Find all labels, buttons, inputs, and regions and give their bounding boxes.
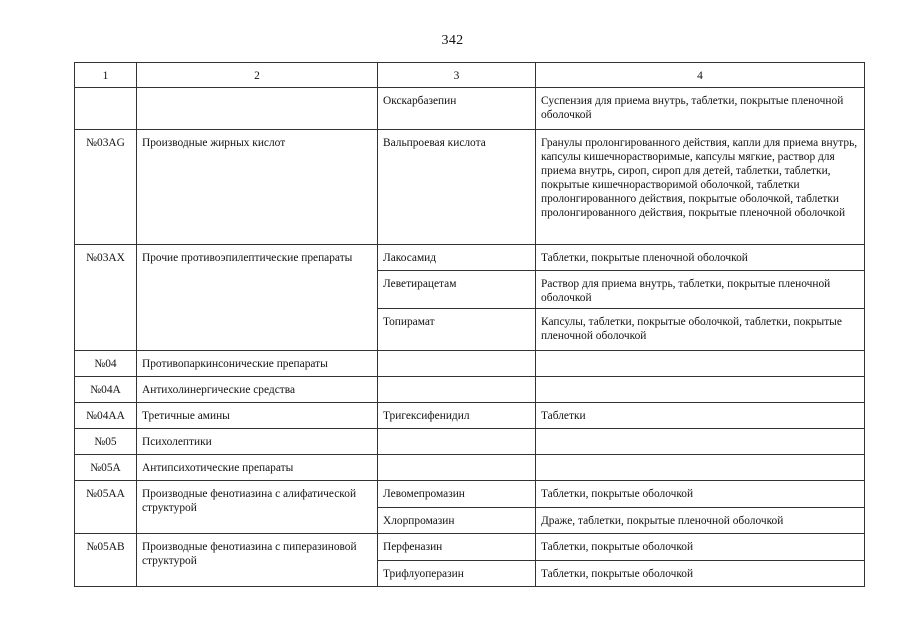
table-row (75, 455, 865, 481)
table-row (75, 403, 865, 429)
atc-code-cell: №04A (75, 377, 137, 403)
dosage-forms-cell: Гранулы пролонгированного действия, капли для приема внутрь, капсулы кишечнорастворимые, капсулы мягкие, раствор для приема внутрь, сироп, сироп для детей, таблетки, таблетки, покрытые кишечнорастворимой оболочкой, таблетки пролонгированного действия, покрытые оболочкой, таблетки пролонгированного действия, покрытые пленочной оболочкой (536, 130, 865, 245)
atc-code-cell: №04 (75, 351, 137, 377)
group-name-cell: Прочие противоэпилептические препараты (137, 245, 378, 351)
group-name-cell: Производные фенотиазина с пиперазиновой структурой (137, 534, 378, 587)
group-name-cell: Третичные амины (137, 403, 378, 429)
substance-cell (378, 377, 536, 403)
substance-cell: Вальпроевая кислота (378, 130, 536, 245)
group-name-cell (137, 88, 378, 130)
atc-code-cell (75, 88, 137, 130)
table-row (75, 130, 865, 245)
dosage-forms-cell (536, 377, 865, 403)
group-name-cell: Производные жирных кислот (137, 130, 378, 245)
substance-cell: Топирамат (378, 309, 536, 351)
dosage-forms-cell: Раствор для приема внутрь, таблетки, покрытые пленочной оболочкой (536, 271, 865, 309)
dosage-forms-cell: Капсулы, таблетки, покрытые оболочкой, таблетки, покрытые пленочной оболочкой (536, 309, 865, 351)
substance-cell (378, 429, 536, 455)
dosage-forms-cell: Таблетки, покрытые оболочкой (536, 481, 865, 508)
dosage-forms-cell: Суспензия для приема внутрь, таблетки, покрытые пленочной оболочкой (536, 88, 865, 130)
group-name-cell: Противопаркинсонические препараты (137, 351, 378, 377)
table-row (75, 429, 865, 455)
atc-code-cell: №05 (75, 429, 137, 455)
substance-cell: Тригексифенидил (378, 403, 536, 429)
group-name-cell: Антипсихотические препараты (137, 455, 378, 481)
table-row (75, 534, 865, 561)
atc-code-cell: №05AA (75, 481, 137, 534)
substance-cell (378, 351, 536, 377)
substance-cell: Перфеназин (378, 534, 536, 561)
substance-cell: Леветирацетам (378, 271, 536, 309)
table-row (75, 481, 865, 508)
table-row (75, 88, 865, 130)
header-cell-2: 2 (137, 63, 378, 88)
header-cell-3: 3 (378, 63, 536, 88)
table-row (75, 245, 865, 271)
dosage-forms-cell: Таблетки (536, 403, 865, 429)
dosage-forms-cell: Таблетки, покрытые оболочкой (536, 534, 865, 561)
dosage-forms-cell: Таблетки, покрытые оболочкой (536, 561, 865, 587)
group-name-cell: Производные фенотиазина с алифатической структурой (137, 481, 378, 534)
table-row (75, 351, 865, 377)
atc-code-cell: №03AG (75, 130, 137, 245)
header-cell-4: 4 (536, 63, 865, 88)
table-header-row (75, 63, 865, 88)
dosage-forms-cell: Драже, таблетки, покрытые пленочной оболочкой (536, 508, 865, 534)
atc-code-cell: №05AB (75, 534, 137, 587)
page-number: 342 (441, 33, 464, 48)
substance-cell: Лакосамид (378, 245, 536, 271)
header-cell-1: 1 (75, 63, 137, 88)
substance-cell (378, 455, 536, 481)
atc-code-cell: №05A (75, 455, 137, 481)
drug-list-table (74, 62, 865, 587)
group-name-cell: Психолептики (137, 429, 378, 455)
table-row (75, 377, 865, 403)
substance-cell: Трифлуоперазин (378, 561, 536, 587)
atc-code-cell: №03AX (75, 245, 137, 351)
dosage-forms-cell (536, 455, 865, 481)
substance-cell: Левомепромазин (378, 481, 536, 508)
dosage-forms-cell: Таблетки, покрытые пленочной оболочкой (536, 245, 865, 271)
group-name-cell: Антихолинергические средства (137, 377, 378, 403)
atc-code-cell: №04AA (75, 403, 137, 429)
substance-cell: Окскарбазепин (378, 88, 536, 130)
dosage-forms-cell (536, 429, 865, 455)
dosage-forms-cell (536, 351, 865, 377)
substance-cell: Хлорпромазин (378, 508, 536, 534)
